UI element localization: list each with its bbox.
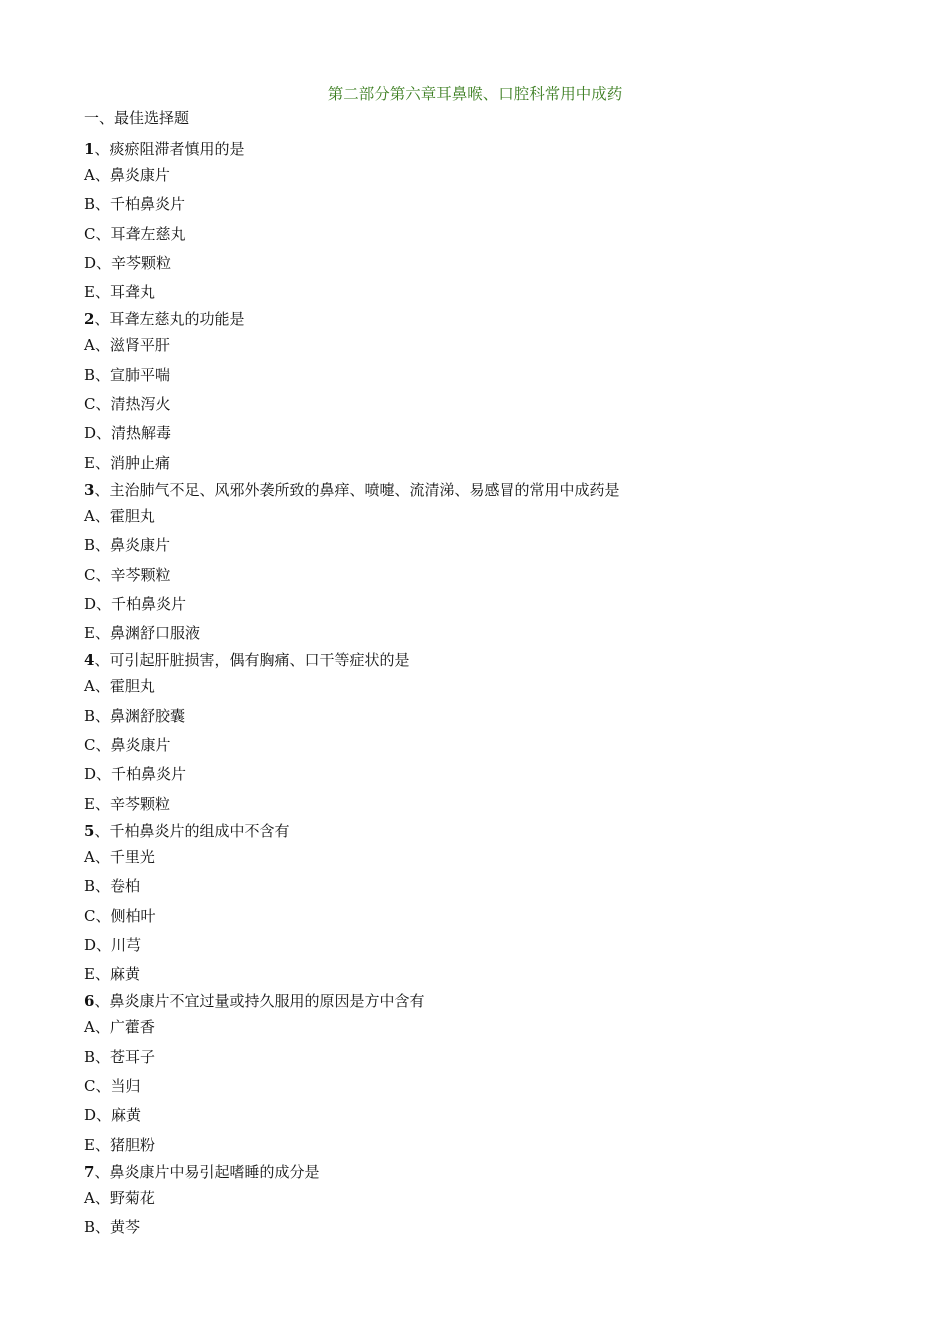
question-stem — [84, 819, 904, 843]
question-number: 2 — [84, 310, 95, 329]
question-3 — [84, 478, 904, 648]
answer-option: D、千柏鼻炎片 — [84, 594, 187, 613]
answer-option: E、耳聋丸 — [84, 283, 155, 302]
answer-option: B、鼻渊舒胶囊 — [84, 706, 186, 725]
question-number: 7 — [84, 1162, 95, 1181]
question-2 — [84, 307, 904, 477]
question-5 — [84, 819, 904, 989]
answer-option: C、清热泻火 — [84, 395, 171, 414]
answer-option: A、鼻炎康片 — [84, 166, 170, 184]
question-text: 、主治肺气不足、风邪外袭所致的鼻痒、喷嚏、流清涕、易感冒的常用中成药是 — [94, 480, 620, 499]
answer-option: E、猪胆粉 — [84, 1135, 155, 1154]
answer-option: C、辛芩颗粒 — [84, 565, 171, 584]
question-number: 5 — [84, 821, 95, 840]
page-title: 第二部分第六章耳鼻喉、口腔科常用中成药 — [327, 85, 623, 103]
answer-option: B、宣肺平喘 — [84, 365, 171, 384]
question-number: 6 — [84, 992, 95, 1011]
section-title: 一、最佳选择题 — [84, 109, 190, 127]
answer-option: A、野菊花 — [84, 1188, 155, 1207]
answer-option: E、麻黄 — [84, 965, 140, 984]
answer-option: A、滋肾平肝 — [84, 336, 170, 355]
answer-option: B、千柏鼻炎片 — [84, 195, 186, 214]
answer-option: C、当归 — [84, 1077, 141, 1096]
answer-option: C、鼻炎康片 — [84, 736, 171, 755]
answer-option: A、广藿香 — [84, 1018, 155, 1037]
question-1 — [84, 137, 904, 307]
question-text: 、可引起肝脏损害，偶有胸痛、口干等症状的是 — [94, 651, 410, 670]
answer-option: D、麻黄 — [84, 1106, 142, 1125]
answer-option: E、辛芩颗粒 — [84, 794, 170, 813]
answer-option: D、清热解毒 — [84, 424, 172, 443]
answer-option: B、鼻炎康片 — [84, 536, 171, 555]
answer-option: A、霍胆丸 — [84, 506, 155, 525]
question-stem — [84, 989, 904, 1013]
question-number: 1 — [84, 140, 95, 158]
question-text: 、鼻炎康片不宜过量或持久服用的原因是方中含有 — [94, 992, 425, 1011]
answer-option: D、千柏鼻炎片 — [84, 765, 187, 784]
question-text: 、痰瘀阻滞者慎用的是 — [94, 140, 245, 158]
answer-option: C、侧柏叶 — [84, 906, 156, 925]
question-stem — [84, 1160, 904, 1184]
answer-option: E、鼻渊舒口服液 — [84, 624, 200, 643]
answer-option: B、苍耳子 — [84, 1047, 156, 1066]
question-number: 4 — [84, 651, 95, 670]
answer-option: D、辛芩颗粒 — [84, 253, 172, 272]
answer-option: D、川芎 — [84, 935, 142, 954]
answer-option: E、消肿止痛 — [84, 453, 170, 472]
answer-option: A、霍胆丸 — [84, 677, 155, 696]
question-stem — [84, 478, 904, 502]
question-text: 、千柏鼻炎片的组成中不含有 — [94, 821, 290, 840]
question-7 — [84, 1160, 904, 1243]
answer-option: B、黄芩 — [84, 1218, 141, 1237]
question-stem — [84, 648, 904, 672]
question-list — [84, 135, 904, 1243]
question-text: 、鼻炎康片中易引起嗜睡的成分是 — [94, 1162, 320, 1181]
answer-option: B、卷柏 — [84, 877, 141, 896]
answer-option: C、耳聋左慈丸 — [84, 224, 186, 243]
question-text: 、耳聋左慈丸的功能是 — [94, 310, 245, 329]
question-4 — [84, 648, 904, 818]
question-stem — [84, 307, 904, 331]
question-stem — [84, 137, 904, 161]
answer-option: A、千里光 — [84, 847, 155, 866]
question-number: 3 — [84, 480, 95, 499]
question-6 — [84, 989, 904, 1159]
